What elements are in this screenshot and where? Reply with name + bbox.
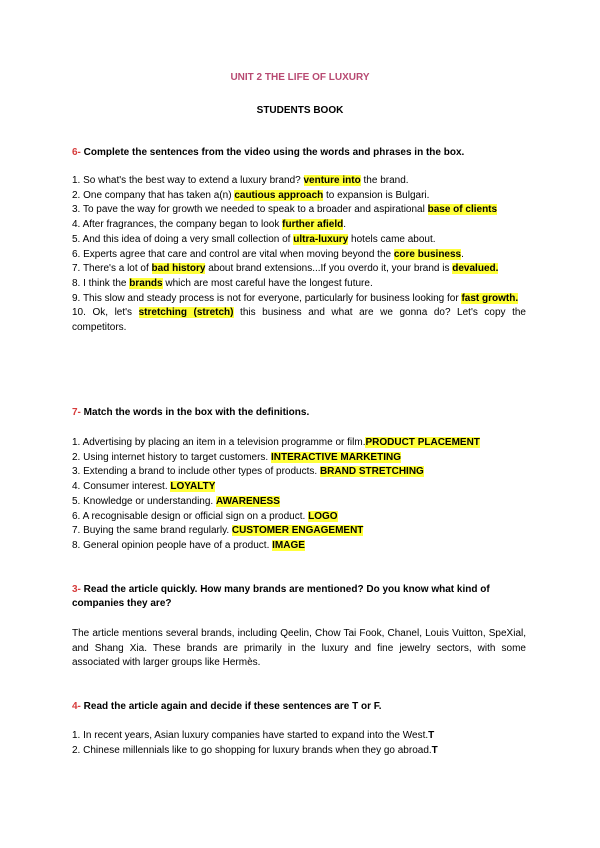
section-4 xyxy=(72,700,526,714)
page-title: UNIT 2 THE LIFE OF LUXURY xyxy=(230,72,370,83)
s4-item-2 xyxy=(72,744,526,759)
s6-item-6 xyxy=(72,248,526,263)
s6-item-text-mid: about brand extensions...If you overdo it, your brand is xyxy=(205,263,453,275)
s6-item-text: 3. To pave the way for growth we needed to speak to a broader and aspirational xyxy=(72,204,428,216)
s4-item-text: 2. Chinese millennials like to go shopping for luxury brands when they go abroad. xyxy=(72,744,432,756)
section-3-number: 3- xyxy=(72,584,81,595)
s4-item-1 xyxy=(72,729,526,744)
s6-item-text: 1. So what's the best way to extend a luxury brand? xyxy=(72,175,304,186)
s6-item-answer: cautious approach xyxy=(234,189,324,201)
s6-item-text-end: the brand. xyxy=(360,175,409,186)
section-7-number: 7- xyxy=(72,407,81,418)
s6-item-answer: further afield xyxy=(282,219,344,231)
s6-item-text: 6. Experts agree that care and control are vital when moving beyond the xyxy=(72,248,394,260)
section-4-items xyxy=(72,729,526,758)
s4-item-answer: T xyxy=(428,730,435,741)
s6-item-answer: base of clients xyxy=(427,204,498,216)
s6-item-text-end: . xyxy=(461,248,464,260)
s7-item-3 xyxy=(72,465,526,480)
s7-item-text: 3. Extending a brand to include other types of products. xyxy=(72,466,320,478)
s7-item-answer: AWARENESS xyxy=(216,495,280,507)
section-3-answer: The article mentions several brands, including Qeelin, Chow Tai Fook, Chanel, Louis Vuitton, SpeXial, and Shang Xia. These brands are primarily in the luxury and fine jewelry sectors, with some associated with larger groups like Hermès. xyxy=(72,628,526,669)
s6-item-text: 10. Ok, let's xyxy=(72,307,139,319)
s6-item-7 xyxy=(72,262,526,277)
s6-item-2 xyxy=(72,189,526,204)
section-7-items xyxy=(72,436,526,554)
s6-item-text: 9. This slow and steady process is not for everyone, particularly for business looking for xyxy=(72,292,462,304)
s7-item-7 xyxy=(72,524,526,539)
section-6-number: 6- xyxy=(72,147,81,158)
section-4-heading xyxy=(72,700,526,714)
s6-item-text: 4. After fragrances, the company began to look xyxy=(72,219,283,231)
s7-item-8 xyxy=(72,539,526,554)
s7-item-text: 4. Consumer interest. xyxy=(72,481,171,493)
s7-item-answer: CUSTOMER ENGAGEMENT xyxy=(231,525,364,537)
s6-item-text-end: which are most careful have the longest future. xyxy=(162,277,373,289)
section-6-heading-text: Complete the sentences from the video using the words and phrases in the box. xyxy=(80,147,465,158)
section-4-number: 4- xyxy=(72,701,81,712)
s6-item-5 xyxy=(72,233,526,248)
s6-item-text-end: hotels came about. xyxy=(348,233,436,245)
s7-item-answer: IMAGE xyxy=(272,539,305,551)
section-6-items xyxy=(72,174,526,336)
s6-item-3 xyxy=(72,203,526,218)
s7-item-text: 7. Buying the same brand regularly. xyxy=(72,525,232,537)
s7-item-2 xyxy=(72,451,526,466)
s7-item-6 xyxy=(72,510,526,525)
s7-item-text: 1. Advertising by placing an item in a television programme or film. xyxy=(72,437,366,448)
s6-item-10 xyxy=(72,306,526,335)
s6-item-answer: bad history xyxy=(151,263,206,275)
section-4-heading-text: Read the article again and decide if these sentences are T or F. xyxy=(80,701,382,712)
s7-item-answer: LOYALTY xyxy=(170,481,216,493)
s6-item-answer: core business xyxy=(393,248,462,260)
s7-item-text: 5. Knowledge or understanding. xyxy=(72,495,216,507)
s7-item-text: 2. Using internet history to target customers. xyxy=(72,451,271,463)
s7-item-1 xyxy=(72,436,526,451)
s6-item-answer: ultra-luxury xyxy=(293,233,349,245)
section-3 xyxy=(72,583,526,611)
section-7-heading-text: Match the words in the box with the definitions. xyxy=(80,407,310,418)
s7-item-answer: PRODUCT PLACEMENT xyxy=(365,437,480,448)
s6-item-answer: fast growth. xyxy=(461,292,519,304)
s6-item-text: 5. And this idea of doing a very small collection of xyxy=(72,233,294,245)
s6-item-text-end: this business and what are we gonna do? Let's copy the competitors. xyxy=(72,307,526,334)
s6-item-answer: venture into xyxy=(303,175,361,186)
section-3-heading-text: Read the article quickly. How many brands are mentioned? Do you know what kind of companies they are? xyxy=(72,584,490,609)
s7-item-4 xyxy=(72,480,526,495)
s6-item-text: 2. One company that has taken a(n) xyxy=(72,189,235,201)
s4-item-answer: T xyxy=(431,744,438,756)
s6-item-answer-2: devalued. xyxy=(452,263,499,275)
s6-item-4 xyxy=(72,218,526,233)
section-7 xyxy=(72,406,526,420)
s6-item-1 xyxy=(72,174,526,189)
s4-item-text: 1. In recent years, Asian luxury companies have started to expand into the West. xyxy=(72,730,429,741)
section-7-heading xyxy=(72,406,526,420)
s6-item-text: 7. There's a lot of xyxy=(72,263,152,275)
section-6 xyxy=(72,146,526,160)
s6-item-answer: stretching (stretch) xyxy=(138,307,234,319)
section-6-heading xyxy=(72,146,526,160)
s7-item-5 xyxy=(72,495,526,510)
s7-item-text: 8. General opinion people have of a product. xyxy=(72,539,273,551)
section-3-heading xyxy=(72,583,526,611)
page-subtitle: STUDENTS BOOK xyxy=(256,105,344,116)
s7-item-text: 6. A recognisable design or official sign on a product. xyxy=(72,510,309,522)
s6-item-9 xyxy=(72,292,526,307)
s6-item-text: 8. I think the xyxy=(72,277,130,289)
s6-item-text-end: to expansion is Bulgari. xyxy=(323,189,430,201)
s7-item-answer: INTERACTIVE MARKETING xyxy=(270,451,401,463)
s6-item-answer: brands xyxy=(129,277,163,289)
s6-item-text-end: . xyxy=(343,219,347,231)
s7-item-answer: LOGO xyxy=(308,510,338,522)
s6-item-8 xyxy=(72,277,526,292)
s7-item-answer: BRAND STRETCHING xyxy=(319,466,424,478)
